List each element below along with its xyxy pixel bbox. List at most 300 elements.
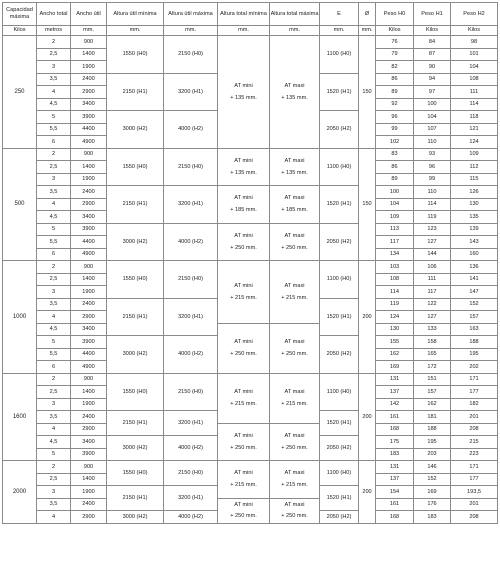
specifications-table [2, 2, 498, 524]
weight-h1-cell: 165 [414, 348, 451, 361]
weight-h0-cell: 86 [376, 161, 414, 174]
weight-h2-cell: 124 [451, 136, 498, 149]
weight-h1-cell: 110 [414, 186, 451, 199]
total-width-cell: 2,5 [37, 473, 71, 486]
at-maxi-label: AT maxi [284, 470, 305, 477]
at-mini-label: AT mini [234, 195, 253, 202]
total-width-cell: 5 [37, 448, 71, 461]
at-maxi-label: AT maxi [284, 389, 305, 396]
at-mini-offset: + 215 mm. [230, 400, 257, 407]
total-width-cell: 3 [37, 286, 71, 299]
weight-h2-cell: 215 [451, 436, 498, 449]
useful-width-cell: 3900 [71, 336, 107, 349]
weight-h0-cell: 92 [376, 98, 414, 111]
useful-height-min-cell: 3000 (H2) [107, 223, 164, 261]
weight-h2-cell: 98 [451, 36, 498, 49]
total-width-cell: 3 [37, 173, 71, 186]
e-value-cell: 1520 (H1) [320, 411, 359, 436]
weight-h2-cell: 112 [451, 161, 498, 174]
header-cell: Peso H2 [451, 3, 498, 26]
e-value-cell: 2050 (H2) [320, 336, 359, 374]
weight-h0-cell: 102 [376, 136, 414, 149]
total-height-min-cell [218, 148, 270, 186]
total-height-min-cell [218, 461, 270, 499]
weight-h1-cell: 127 [414, 236, 451, 249]
at-maxi-label: AT maxi [284, 282, 305, 289]
unit-cell: mm. [270, 26, 320, 36]
table-row [3, 223, 498, 236]
at-maxi-offset: + 250 mm. [281, 513, 308, 520]
useful-height-max-cell: 2150 (H0) [164, 148, 218, 186]
total-width-cell: 4 [37, 511, 71, 524]
weight-h1-cell: 157 [414, 386, 451, 399]
useful-height-max-cell: 3200 (H1) [164, 486, 218, 511]
at-maxi-label: AT maxi [284, 157, 305, 164]
total-height-max-cell [270, 373, 320, 423]
total-width-cell: 6 [37, 361, 71, 374]
weight-h0-cell: 99 [376, 123, 414, 136]
weight-h0-cell: 117 [376, 236, 414, 249]
weight-h0-cell: 175 [376, 436, 414, 449]
weight-h2-cell: 152 [451, 298, 498, 311]
weight-h2-cell: 115 [451, 173, 498, 186]
useful-width-cell: 1900 [71, 286, 107, 299]
weight-h1-cell: 93 [414, 148, 451, 161]
weight-h2-cell: 121 [451, 123, 498, 136]
unit-cell: mm. [107, 26, 164, 36]
useful-height-max-cell: 4000 (H2) [164, 111, 218, 149]
at-maxi-offset: + 250 mm. [281, 444, 308, 451]
header-cell: Ø [359, 3, 376, 26]
weight-h0-cell: 79 [376, 48, 414, 61]
useful-width-cell: 900 [71, 148, 107, 161]
useful-width-cell: 1400 [71, 48, 107, 61]
useful-width-cell: 2400 [71, 498, 107, 511]
at-maxi-offset: + 215 mm. [281, 400, 308, 407]
weight-h1-cell: 127 [414, 311, 451, 324]
useful-height-min-cell: 2150 (H1) [107, 73, 164, 111]
total-width-cell: 5 [37, 111, 71, 124]
useful-width-cell: 3900 [71, 111, 107, 124]
total-width-cell: 4 [37, 198, 71, 211]
weight-h0-cell: 161 [376, 498, 414, 511]
total-width-cell: 3 [37, 486, 71, 499]
total-width-cell: 4,5 [37, 98, 71, 111]
total-width-cell: 3,5 [37, 298, 71, 311]
weight-h0-cell: 137 [376, 386, 414, 399]
header-cell: Altura útil mínima [107, 3, 164, 26]
useful-width-cell: 3400 [71, 323, 107, 336]
at-maxi-offset: + 215 mm. [281, 482, 308, 489]
useful-width-cell: 3400 [71, 436, 107, 449]
total-width-cell: 2,5 [37, 273, 71, 286]
weight-h0-cell: 168 [376, 423, 414, 436]
total-width-cell: 3,5 [37, 73, 71, 86]
weight-h0-cell: 114 [376, 286, 414, 299]
table-body [3, 36, 498, 524]
total-width-cell: 5 [37, 336, 71, 349]
weight-h0-cell: 137 [376, 473, 414, 486]
weight-h1-cell: 100 [414, 98, 451, 111]
useful-width-cell: 4400 [71, 236, 107, 249]
useful-height-max-cell: 3200 (H1) [164, 73, 218, 111]
useful-height-min-cell: 1550 (H0) [107, 148, 164, 186]
total-height-min-cell [218, 186, 270, 224]
header-cell: Ancho total [37, 3, 71, 26]
at-mini-offset: + 250 mm. [230, 444, 257, 451]
weight-h1-cell: 158 [414, 336, 451, 349]
diameter-cell: 150 [359, 36, 376, 149]
weight-h1-cell: 203 [414, 448, 451, 461]
weight-h1-cell: 146 [414, 461, 451, 474]
weight-h0-cell: 134 [376, 248, 414, 261]
useful-width-cell: 2400 [71, 73, 107, 86]
weight-h2-cell: 130 [451, 198, 498, 211]
useful-width-cell: 1900 [71, 398, 107, 411]
weight-h1-cell: 144 [414, 248, 451, 261]
unit-cell: Kilos [376, 26, 414, 36]
weight-h1-cell: 114 [414, 198, 451, 211]
weight-h2-cell: 109 [451, 148, 498, 161]
unit-cell: mm. [359, 26, 376, 36]
useful-height-min-cell: 3000 (H2) [107, 336, 164, 374]
weight-h2-cell: 193,5 [451, 486, 498, 499]
total-height-max-cell [270, 186, 320, 224]
e-value-cell: 1100 (H0) [320, 261, 359, 299]
weight-h2-cell: 171 [451, 461, 498, 474]
useful-height-max-cell: 4000 (H2) [164, 511, 218, 524]
useful-width-cell: 2900 [71, 311, 107, 324]
at-mini-offset: + 185 mm. [230, 207, 257, 214]
table-row [3, 373, 498, 386]
e-value-cell: 1520 (H1) [320, 186, 359, 224]
capacity-cell: 500 [3, 148, 37, 261]
weight-h2-cell: 182 [451, 398, 498, 411]
weight-h1-cell: 97 [414, 86, 451, 99]
weight-h2-cell: 160 [451, 248, 498, 261]
at-maxi-label: AT maxi [284, 432, 305, 439]
weight-h1-cell: 104 [414, 111, 451, 124]
total-width-cell: 4 [37, 86, 71, 99]
weight-h1-cell: 119 [414, 211, 451, 224]
e-value-cell: 1100 (H0) [320, 461, 359, 486]
weight-h0-cell: 162 [376, 348, 414, 361]
useful-width-cell: 1400 [71, 386, 107, 399]
unit-cell: mm. [71, 26, 107, 36]
weight-h0-cell: 130 [376, 323, 414, 336]
weight-h2-cell: 208 [451, 423, 498, 436]
header-cell: Altura útil máxima [164, 3, 218, 26]
e-value-cell: 1100 (H0) [320, 36, 359, 74]
useful-width-cell: 1900 [71, 61, 107, 74]
total-width-cell: 5,5 [37, 348, 71, 361]
at-mini-offset: + 135 mm. [230, 94, 257, 101]
useful-width-cell: 2900 [71, 423, 107, 436]
capacity-cell: 250 [3, 36, 37, 149]
diameter-cell: 150 [359, 148, 376, 261]
weight-h2-cell: 141 [451, 273, 498, 286]
e-value-cell: 1100 (H0) [320, 148, 359, 186]
total-height-min-cell [218, 323, 270, 373]
useful-width-cell: 4900 [71, 248, 107, 261]
total-height-min-cell [218, 498, 270, 523]
at-maxi-label: AT maxi [284, 339, 305, 346]
useful-width-cell: 2400 [71, 186, 107, 199]
weight-h0-cell: 82 [376, 61, 414, 74]
useful-height-max-cell: 2150 (H0) [164, 461, 218, 486]
weight-h2-cell: 157 [451, 311, 498, 324]
total-width-cell: 2,5 [37, 386, 71, 399]
diameter-cell: 200 [359, 261, 376, 374]
useful-width-cell: 3900 [71, 223, 107, 236]
header-cell: Ancho útil [71, 3, 107, 26]
useful-height-min-cell: 3000 (H2) [107, 511, 164, 524]
at-mini-label: AT mini [234, 432, 253, 439]
weight-h0-cell: 142 [376, 398, 414, 411]
at-maxi-offset: + 250 mm. [281, 244, 308, 251]
total-height-max-cell [270, 498, 320, 523]
unit-cell: mm. [164, 26, 218, 36]
weight-h1-cell: 162 [414, 398, 451, 411]
useful-height-max-cell: 2150 (H0) [164, 261, 218, 299]
useful-height-min-cell: 2150 (H1) [107, 298, 164, 336]
useful-height-max-cell: 4000 (H2) [164, 336, 218, 374]
weight-h0-cell: 76 [376, 36, 414, 49]
at-maxi-offset: + 185 mm. [281, 207, 308, 214]
weight-h0-cell: 103 [376, 261, 414, 274]
capacity-cell: 2000 [3, 461, 37, 524]
total-width-cell: 3 [37, 398, 71, 411]
total-width-cell: 4,5 [37, 211, 71, 224]
at-mini-label: AT mini [234, 82, 253, 89]
e-value-cell: 2050 (H2) [320, 511, 359, 524]
weight-h1-cell: 169 [414, 486, 451, 499]
weight-h0-cell: 100 [376, 186, 414, 199]
useful-height-min-cell: 2150 (H1) [107, 411, 164, 436]
at-mini-offset: + 215 mm. [230, 482, 257, 489]
weight-h0-cell: 155 [376, 336, 414, 349]
total-width-cell: 2 [37, 461, 71, 474]
weight-h0-cell: 109 [376, 211, 414, 224]
at-mini-offset: + 250 mm. [230, 244, 257, 251]
useful-width-cell: 900 [71, 373, 107, 386]
weight-h0-cell: 119 [376, 298, 414, 311]
total-height-max-cell [270, 261, 320, 324]
weight-h0-cell: 86 [376, 73, 414, 86]
at-maxi-offset: + 250 mm. [281, 350, 308, 357]
useful-width-cell: 4400 [71, 348, 107, 361]
at-mini-offset: + 215 mm. [230, 294, 257, 301]
useful-width-cell: 4400 [71, 123, 107, 136]
weight-h1-cell: 183 [414, 511, 451, 524]
total-height-max-cell [270, 323, 320, 373]
useful-width-cell: 2400 [71, 411, 107, 424]
at-mini-label: AT mini [234, 389, 253, 396]
useful-width-cell: 1400 [71, 473, 107, 486]
weight-h2-cell: 135 [451, 211, 498, 224]
useful-width-cell: 900 [71, 461, 107, 474]
weight-h2-cell: 163 [451, 323, 498, 336]
weight-h0-cell: 83 [376, 148, 414, 161]
weight-h0-cell: 124 [376, 311, 414, 324]
unit-cell: Kilos [3, 26, 37, 36]
useful-width-cell: 1400 [71, 161, 107, 174]
weight-h0-cell: 131 [376, 373, 414, 386]
useful-height-max-cell: 4000 (H2) [164, 223, 218, 261]
weight-h2-cell: 104 [451, 61, 498, 74]
total-height-max-cell [270, 423, 320, 461]
weight-h2-cell: 171 [451, 373, 498, 386]
weight-h1-cell: 84 [414, 36, 451, 49]
useful-width-cell: 3400 [71, 98, 107, 111]
at-mini-label: AT mini [234, 501, 253, 508]
weight-h1-cell: 151 [414, 373, 451, 386]
total-height-max-cell [270, 148, 320, 186]
at-mini-label: AT mini [234, 232, 253, 239]
useful-height-max-cell: 2150 (H0) [164, 36, 218, 74]
weight-h2-cell: 202 [451, 361, 498, 374]
header-row [3, 3, 498, 26]
useful-height-min-cell: 1550 (H0) [107, 36, 164, 74]
useful-width-cell: 3900 [71, 448, 107, 461]
total-height-max-cell [270, 223, 320, 261]
at-mini-offset: + 135 mm. [230, 169, 257, 176]
e-value-cell: 1520 (H1) [320, 73, 359, 111]
units-row [3, 26, 498, 36]
total-width-cell: 3,5 [37, 411, 71, 424]
e-value-cell: 2050 (H2) [320, 111, 359, 149]
useful-height-min-cell: 2150 (H1) [107, 186, 164, 224]
weight-h0-cell: 104 [376, 198, 414, 211]
useful-height-min-cell: 3000 (H2) [107, 436, 164, 461]
total-width-cell: 4,5 [37, 436, 71, 449]
table-row [3, 261, 498, 274]
at-mini-label: AT mini [234, 470, 253, 477]
total-width-cell: 5,5 [37, 236, 71, 249]
weight-h1-cell: 87 [414, 48, 451, 61]
useful-width-cell: 2900 [71, 511, 107, 524]
total-width-cell: 2,5 [37, 161, 71, 174]
total-width-cell: 5 [37, 223, 71, 236]
e-value-cell: 1520 (H1) [320, 486, 359, 511]
weight-h1-cell: 195 [414, 436, 451, 449]
weight-h1-cell: 107 [414, 123, 451, 136]
useful-width-cell: 2400 [71, 298, 107, 311]
useful-width-cell: 4900 [71, 361, 107, 374]
useful-width-cell: 900 [71, 36, 107, 49]
table-row [3, 186, 498, 199]
total-width-cell: 4,5 [37, 323, 71, 336]
at-maxi-label: AT maxi [284, 82, 305, 89]
weight-h1-cell: 94 [414, 73, 451, 86]
e-value-cell: 1100 (H0) [320, 373, 359, 411]
weight-h2-cell: 208 [451, 511, 498, 524]
total-width-cell: 4 [37, 423, 71, 436]
weight-h1-cell: 152 [414, 473, 451, 486]
at-maxi-label: AT maxi [284, 195, 305, 202]
table-row [3, 323, 498, 336]
useful-width-cell: 900 [71, 261, 107, 274]
total-width-cell: 6 [37, 248, 71, 261]
useful-width-cell: 1400 [71, 273, 107, 286]
weight-h2-cell: 126 [451, 186, 498, 199]
weight-h1-cell: 123 [414, 223, 451, 236]
header-cell: Peso H1 [414, 3, 451, 26]
unit-cell: mm. [320, 26, 359, 36]
weight-h0-cell: 108 [376, 273, 414, 286]
total-width-cell: 5,5 [37, 123, 71, 136]
total-width-cell: 3,5 [37, 498, 71, 511]
capacity-cell: 1000 [3, 261, 37, 374]
at-maxi-label: AT maxi [284, 232, 305, 239]
at-mini-label: AT mini [234, 157, 253, 164]
total-width-cell: 2 [37, 261, 71, 274]
weight-h0-cell: 168 [376, 511, 414, 524]
weight-h2-cell: 223 [451, 448, 498, 461]
at-maxi-offset: + 215 mm. [281, 294, 308, 301]
useful-height-max-cell: 3200 (H1) [164, 298, 218, 336]
useful-height-max-cell: 3200 (H1) [164, 186, 218, 224]
total-width-cell: 2 [37, 148, 71, 161]
weight-h0-cell: 154 [376, 486, 414, 499]
weight-h0-cell: 89 [376, 173, 414, 186]
table-row [3, 498, 498, 511]
weight-h2-cell: 136 [451, 261, 498, 274]
total-height-min-cell [218, 423, 270, 461]
weight-h2-cell: 101 [451, 48, 498, 61]
total-width-cell: 2 [37, 36, 71, 49]
useful-height-max-cell: 4000 (H2) [164, 436, 218, 461]
useful-width-cell: 4900 [71, 136, 107, 149]
at-mini-label: AT mini [234, 339, 253, 346]
weight-h2-cell: 177 [451, 386, 498, 399]
at-mini-offset: + 250 mm. [230, 350, 257, 357]
weight-h1-cell: 181 [414, 411, 451, 424]
useful-height-max-cell: 3200 (H1) [164, 411, 218, 436]
weight-h2-cell: 114 [451, 98, 498, 111]
total-height-max-cell [270, 36, 320, 149]
diameter-cell: 200 [359, 461, 376, 524]
at-mini-label: AT mini [234, 282, 253, 289]
useful-width-cell: 1900 [71, 486, 107, 499]
total-height-min-cell [218, 36, 270, 149]
weight-h1-cell: 122 [414, 298, 451, 311]
total-width-cell: 3,5 [37, 186, 71, 199]
weight-h1-cell: 133 [414, 323, 451, 336]
unit-cell: Kilos [414, 26, 451, 36]
total-height-min-cell [218, 261, 270, 324]
weight-h0-cell: 89 [376, 86, 414, 99]
header-cell: E [320, 3, 359, 26]
weight-h1-cell: 111 [414, 273, 451, 286]
useful-width-cell: 3400 [71, 211, 107, 224]
useful-height-min-cell: 1550 (H0) [107, 261, 164, 299]
at-maxi-label: AT maxi [284, 501, 305, 508]
useful-width-cell: 1900 [71, 173, 107, 186]
weight-h0-cell: 161 [376, 411, 414, 424]
weight-h1-cell: 90 [414, 61, 451, 74]
weight-h1-cell: 110 [414, 136, 451, 149]
weight-h2-cell: 108 [451, 73, 498, 86]
useful-height-min-cell: 2150 (H1) [107, 486, 164, 511]
useful-height-min-cell: 3000 (H2) [107, 111, 164, 149]
total-width-cell: 3 [37, 61, 71, 74]
table-row [3, 461, 498, 474]
e-value-cell: 2050 (H2) [320, 436, 359, 461]
useful-width-cell: 2900 [71, 86, 107, 99]
useful-height-max-cell: 2150 (H0) [164, 373, 218, 411]
at-maxi-offset: + 135 mm. [281, 169, 308, 176]
